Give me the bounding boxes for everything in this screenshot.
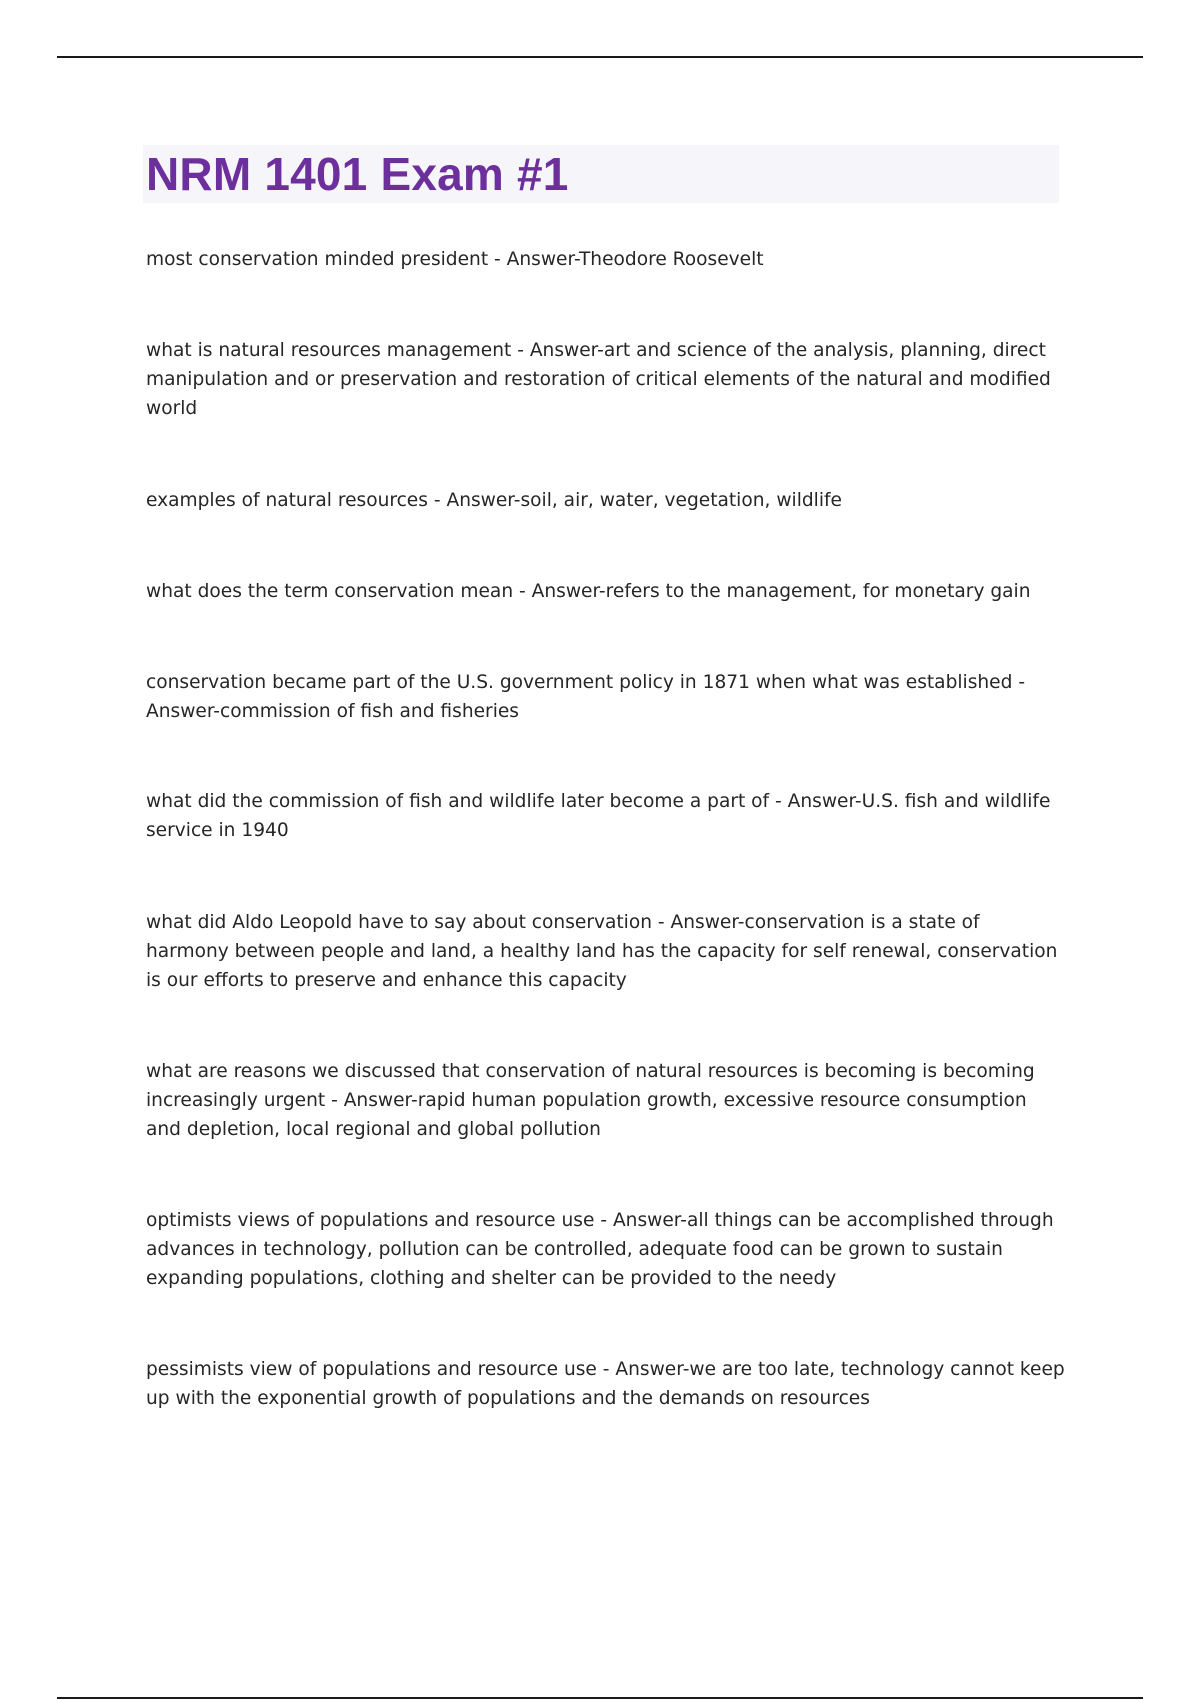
page-bottom-rule (57, 1697, 1143, 1699)
qa-item: most conservation minded president - Answer-Theodore Roosevelt (146, 249, 764, 270)
qa-item: what did the commission of fish and wildlife later become a part of - Answer-U.S. fish and wildlife service in 1940 (146, 791, 1051, 841)
page-top-rule (57, 56, 1143, 58)
qa-item: what is natural resources management - Answer-art and science of the analysis, planning, direct manipulation and or preservation and restoration of critical elements of the natural and modified world (146, 340, 1051, 419)
qa-item: examples of natural resources - Answer-soil, air, water, vegetation, wildlife (146, 490, 842, 511)
qa-item: what did Aldo Leopold have to say about conservation - Answer-conservation is a state of harmony between people and land, a healthy land has the capacity for self renewal, conservation is our efforts to preserve and enhance this capacity (146, 912, 1058, 991)
page-title: NRM 1401 Exam #1 (146, 148, 569, 200)
qa-item: conservation became part of the U.S. government policy in 1871 when what was established - Answer-commission of fish and fisheries (146, 672, 1026, 722)
title-banner (143, 145, 1059, 203)
qa-item: what does the term conservation mean - Answer-refers to the management, for monetary gain (146, 581, 1031, 602)
qa-item: pessimists view of populations and resource use - Answer-we are too late, technology cannot keep up with the exponential growth of populations and the demands on resources (146, 1359, 1065, 1409)
qa-item: optimists views of populations and resource use - Answer-all things can be accomplished through advances in technology, pollution can be controlled, adequate food can be grown to sustain expanding populations, clothing and shelter can be provided to the needy (146, 1210, 1054, 1289)
qa-item: what are reasons we discussed that conservation of natural resources is becoming is becoming increasingly urgent - Answer-rapid human population growth, excessive resource consumption and depletion, local regional and global pollution (146, 1061, 1035, 1140)
